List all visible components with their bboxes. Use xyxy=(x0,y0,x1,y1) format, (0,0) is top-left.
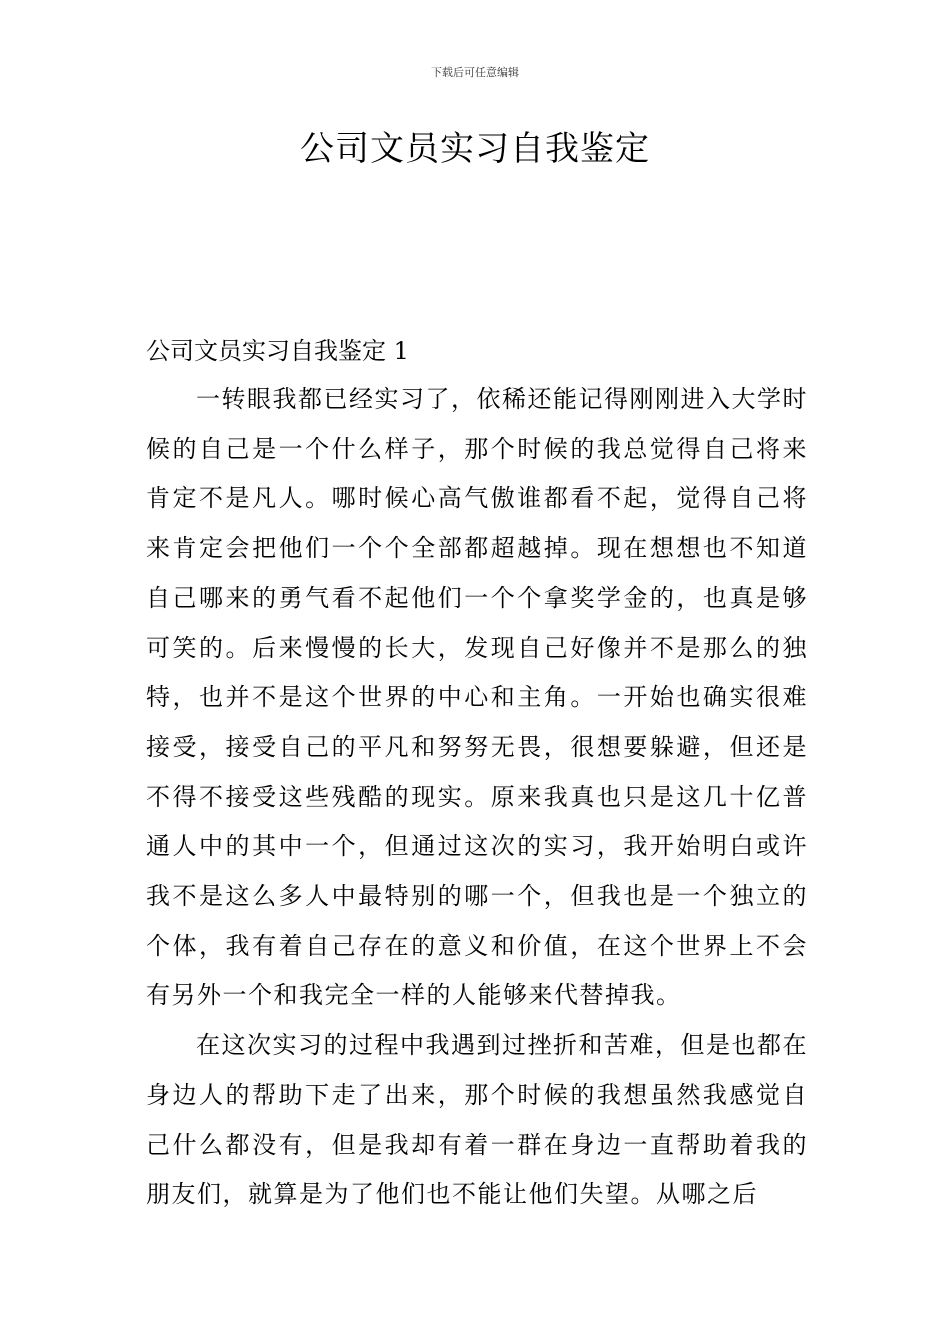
section-heading: 公司文员实习自我鉴定 1 xyxy=(146,337,409,365)
document-body xyxy=(146,327,808,1220)
paragraph-1: 一转眼我都已经实习了，依稀还能记得刚刚进入大学时候的自己是一个什么样子，那个时候的我总觉得自己将来肯定不是凡人。哪时候心高气傲谁都看不起，觉得自己将来肯定会把他们一个个全部都超越掉。现在想想也不知道自己哪来的勇气看不起他们一个个拿奖学金的，也真是够可笑的。后来慢慢的长大，发现自己好像并不是那么的独特，也并不是这个世界的中心和主角。一开始也确实很难接受，接受自己的平凡和努努无畏，很想要躲避，但还是不得不接受这些残酷的现实。原来我真也只是这几十亿普通人中的其中一个，但通过这次的实习，我开始明白或许我不是这么多人中最特别的哪一个，但我也是一个独立的个体，我有着自己存在的意义和价值，在这个世界上不会有另外一个和我完全一样的人能够来代替掉我。 xyxy=(146,385,808,1010)
paragraph-2: 在这次实习的过程中我遇到过挫折和苦难，但是也都在身边人的帮助下走了出来，那个时候的我想虽然我感觉自己什么都没有，但是我却有着一群在身边一直帮助着我的朋友们，就算是为了他们也不能让他们失望。从哪之后 xyxy=(146,1031,808,1209)
document-title: 公司文员实习自我鉴定 xyxy=(300,129,650,169)
header-note: 下载后可任意编辑 xyxy=(431,66,519,79)
